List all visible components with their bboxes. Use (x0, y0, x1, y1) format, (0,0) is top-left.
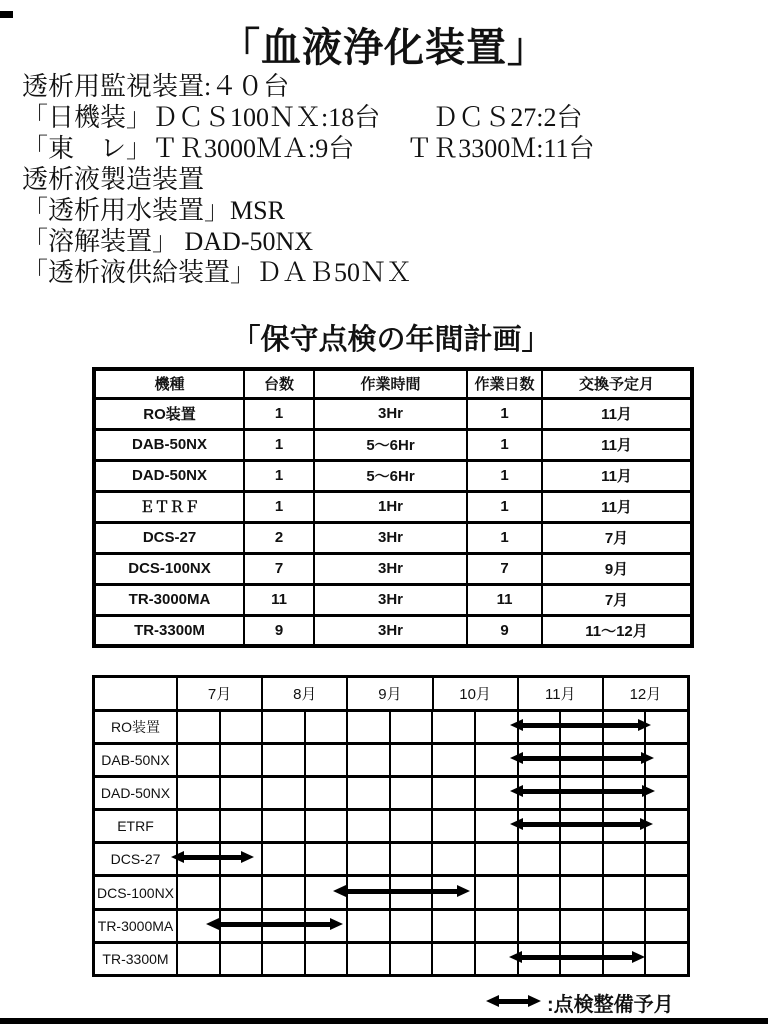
table-cell: 11 (244, 584, 314, 615)
table-cell: 1 (244, 429, 314, 460)
table-cell: 11月 (542, 429, 692, 460)
gantt-period-arrow (523, 822, 640, 827)
table-cell: 3Hr (314, 615, 467, 646)
col-header-replacement-month: 交換予定月 (542, 369, 692, 398)
intro-line: 「透析用水装置」MSR (22, 196, 285, 225)
table-cell: 9月 (542, 553, 692, 584)
intro-line: 「透析液供給装置」ＤＡＢ50ＮＸ (22, 258, 413, 287)
col-header-work-days: 作業日数 (467, 369, 542, 398)
col-header-work-hours: 作業時間 (314, 369, 467, 398)
table-cell: 7月 (542, 584, 692, 615)
table-cell: 2 (244, 522, 314, 553)
table-cell: 1 (244, 491, 314, 522)
table-cell: 3Hr (314, 398, 467, 429)
table-row (94, 429, 692, 460)
intro-line: 「東 レ」ＴＲ3000ＭＡ:9台 ＴＲ3300Ｍ:11台 (22, 134, 595, 163)
intro-line: 透析用監視装置:４０台 (22, 72, 290, 101)
table-cell: 1Hr (314, 491, 467, 522)
gantt-row-label: DAD-50NX (100, 785, 171, 802)
table-cell: DCS-27 (94, 522, 244, 553)
intro-line: 「日機装」ＤＣＳ100ＮＸ:18台 ＤＣＳ27:2台 (22, 103, 583, 132)
table-cell: 9 (244, 615, 314, 646)
gantt-month-header: 8月 (261, 678, 346, 709)
gantt-chart (92, 675, 690, 977)
table-header-row (94, 369, 692, 398)
page-title: 「血液浄化装置」 (220, 25, 548, 70)
table-row (94, 615, 692, 646)
table-cell: 1 (467, 522, 542, 553)
table-cell: 5〜6Hr (314, 429, 467, 460)
gantt-month-header: 11月 (517, 678, 602, 709)
table-cell: 3Hr (314, 522, 467, 553)
gantt-row-label: DAB-50NX (101, 752, 170, 769)
table-row (94, 491, 692, 522)
table-cell: TR-3000MA (94, 584, 244, 615)
table-cell: 11月 (542, 398, 692, 429)
table-cell: ＥＴＲＦ (94, 491, 244, 522)
gantt-period-arrow (184, 855, 242, 860)
gantt-period-arrow (346, 889, 457, 894)
gantt-period-arrow (523, 756, 641, 761)
table-cell: 1 (244, 398, 314, 429)
table-cell: 7 (244, 553, 314, 584)
table-cell: 7 (467, 553, 542, 584)
table-cell: 11月 (542, 491, 692, 522)
col-header-units: 台数 (244, 369, 314, 398)
gantt-row-label: ETRF (117, 818, 154, 835)
gantt-month-header: 9月 (346, 678, 431, 709)
table-cell: DAD-50NX (94, 460, 244, 491)
table-cell: 9 (467, 615, 542, 646)
gantt-period-arrow (523, 789, 642, 794)
gantt-row-label: TR-3300M (102, 950, 169, 967)
table-cell: 11 (467, 584, 542, 615)
table-cell: 1 (467, 429, 542, 460)
table-cell: 11月 (542, 460, 692, 491)
table-cell: 1 (467, 491, 542, 522)
table-row (94, 460, 692, 491)
table-cell: TR-3300M (94, 615, 244, 646)
section-title: 「保守点検の年間計画」 (231, 324, 551, 356)
maintenance-table (92, 367, 694, 648)
table-cell: 1 (467, 398, 542, 429)
gantt-period-arrow (523, 723, 638, 728)
gantt-period-arrow (219, 922, 330, 927)
table-cell: 1 (467, 460, 542, 491)
gantt-row-label: TR-3000MA (97, 917, 174, 934)
table-cell: 1 (244, 460, 314, 491)
gantt-arrow-overlay (95, 678, 687, 974)
gantt-month-header: 10月 (432, 678, 517, 709)
table-cell: RO装置 (94, 398, 244, 429)
table-cell: 5〜6Hr (314, 460, 467, 491)
gantt-row-label: DCS-27 (110, 851, 161, 868)
table-cell: DAB-50NX (94, 429, 244, 460)
gantt-month-header: 7月 (176, 678, 261, 709)
table-cell: 3Hr (314, 584, 467, 615)
gantt-row-label: RO装置 (111, 719, 160, 736)
table-row (94, 398, 692, 429)
table-row (94, 584, 692, 615)
legend-arrow-icon (499, 999, 528, 1004)
col-header-model: 機種 (94, 369, 244, 398)
scan-edge-bar (0, 1018, 768, 1024)
table-cell: 3Hr (314, 553, 467, 584)
gantt-legend (486, 988, 726, 1016)
table-row (94, 522, 692, 553)
gantt-period-arrow (522, 955, 633, 960)
gantt-month-header: 12月 (602, 678, 687, 709)
intro-line: 透析液製造装置 (22, 165, 205, 194)
legend-label: :点検整備予月 (547, 994, 674, 1016)
table-row (94, 553, 692, 584)
intro-line: 「溶解装置」 DAD-50NX (22, 227, 314, 256)
gantt-row-label: DCS-100NX (96, 884, 175, 901)
table-cell: DCS-100NX (94, 553, 244, 584)
equipment-summary (22, 71, 594, 288)
table-cell: 11〜12月 (542, 615, 692, 646)
table-cell: 7月 (542, 522, 692, 553)
